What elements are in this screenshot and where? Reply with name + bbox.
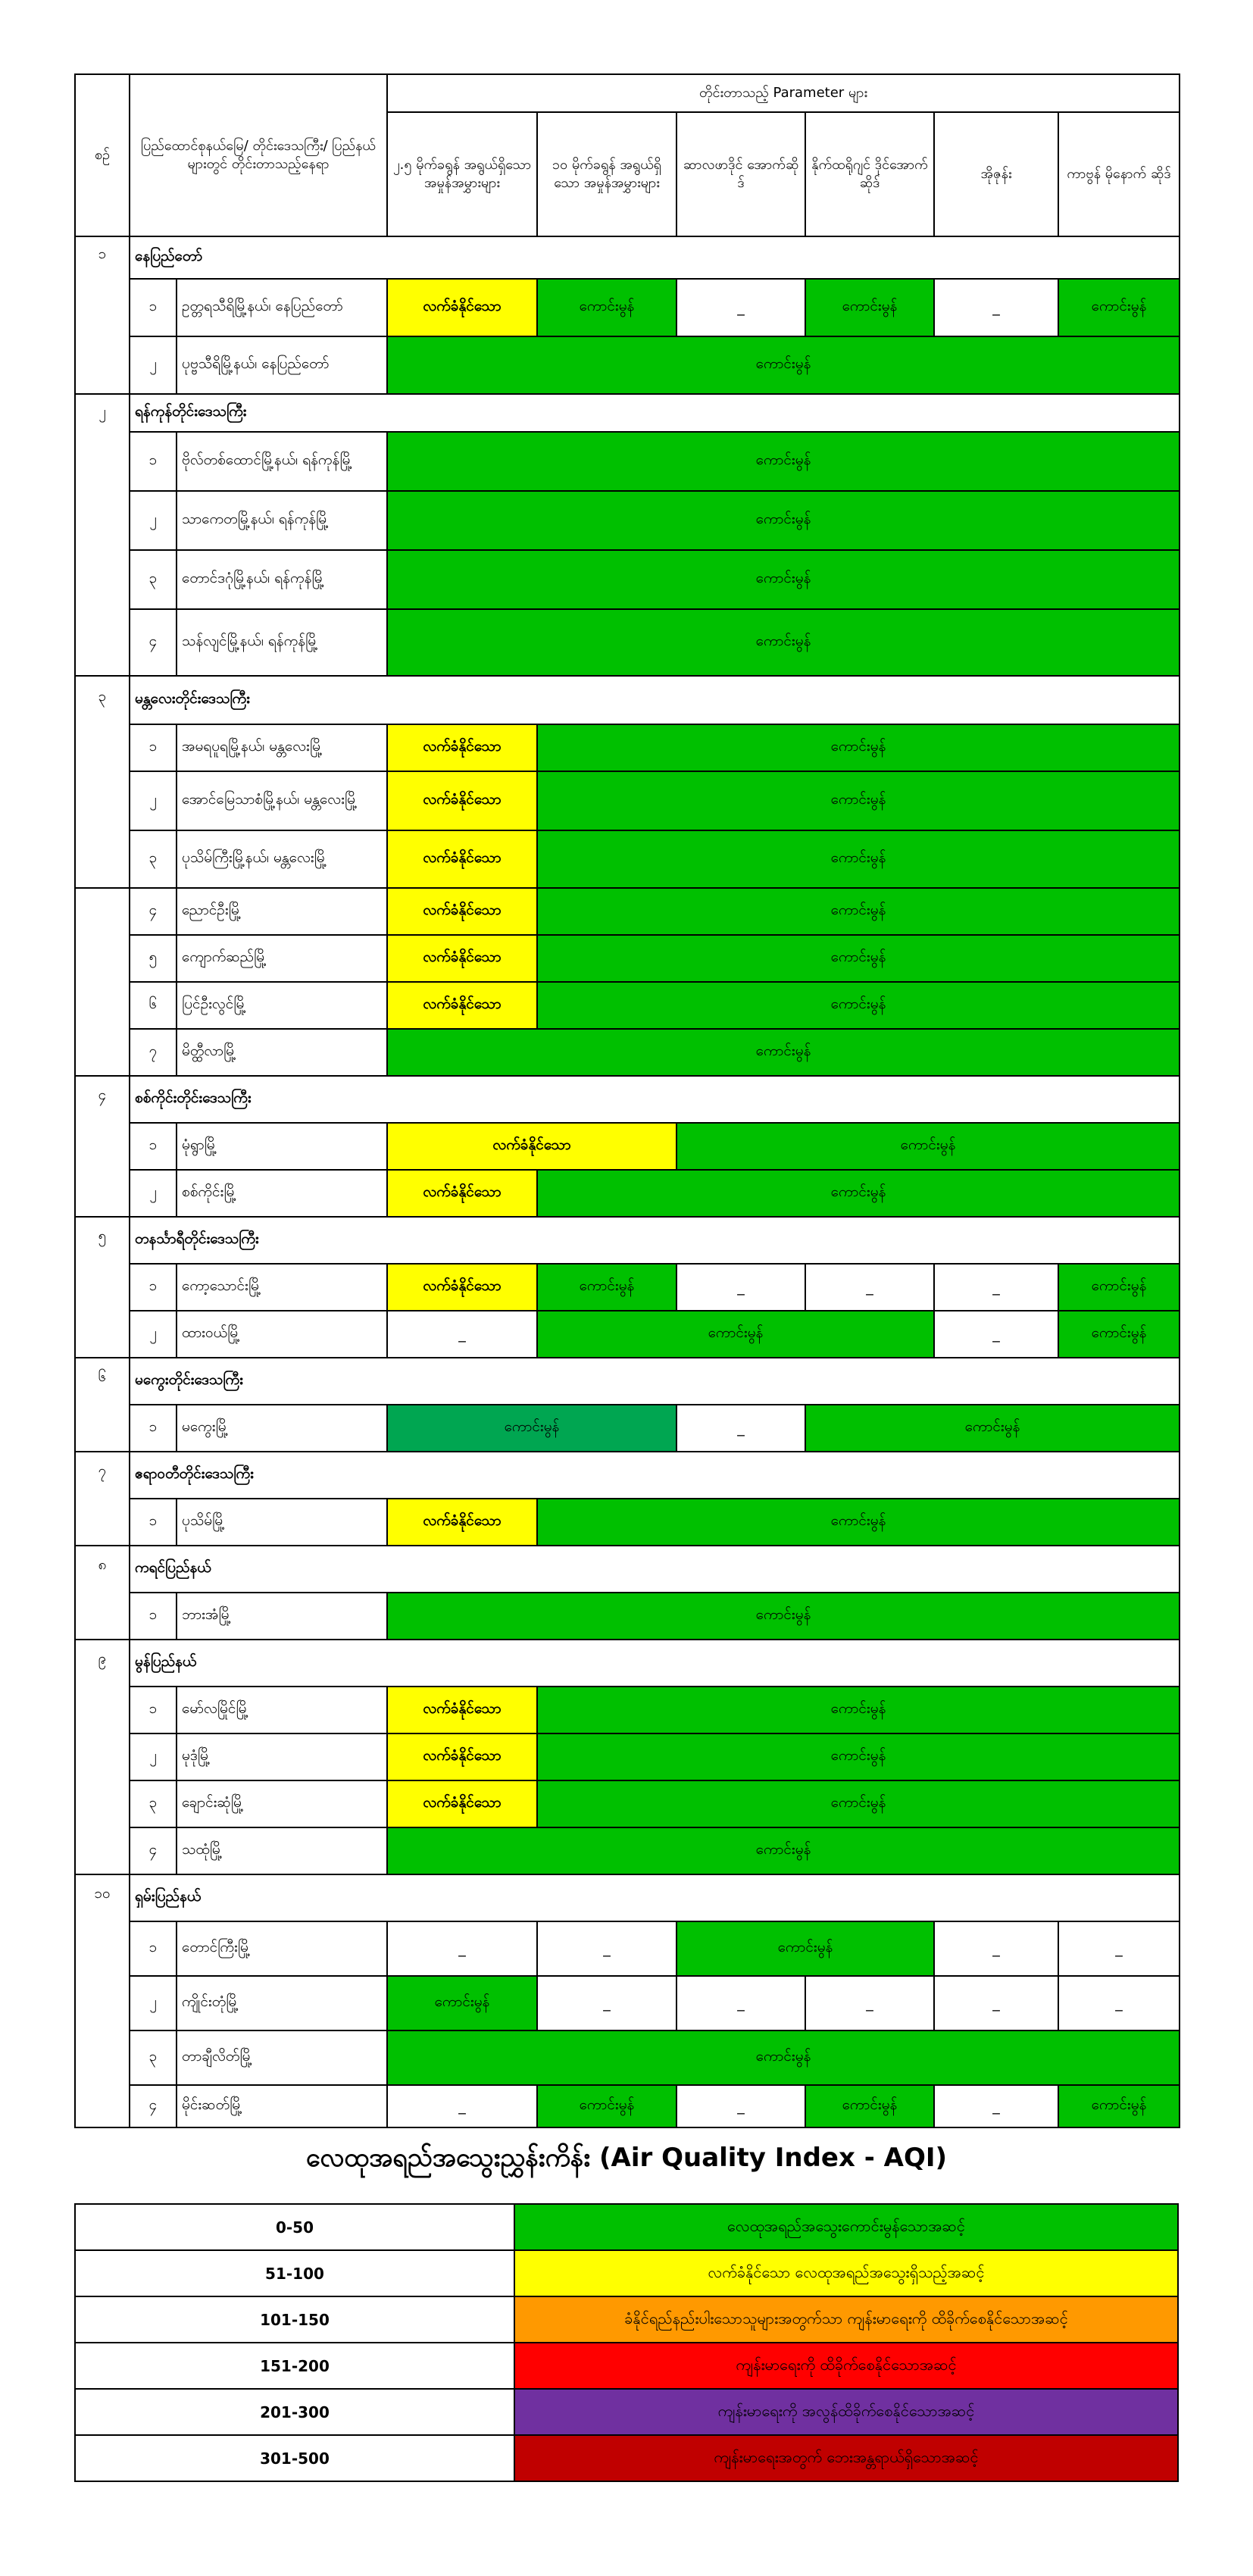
table-row bbox=[75, 1733, 1180, 1780]
status-na: _ bbox=[934, 2085, 1058, 2127]
status-na: _ bbox=[387, 1311, 537, 1358]
status-good: ကောင်းမွန် bbox=[537, 1499, 1180, 1546]
status-good: ကောင်းမွန် bbox=[537, 771, 1180, 830]
station-name: ပြင်ဦးလွင်မြို့ bbox=[177, 982, 387, 1029]
status-na: _ bbox=[387, 1921, 537, 1976]
status-moderate: လက်ခံနိုင်သော bbox=[387, 1780, 537, 1827]
status-good: ကောင်းမွန် bbox=[537, 1170, 1180, 1217]
aqi-range: 151-200 bbox=[75, 2343, 514, 2389]
station-number: ၁ bbox=[130, 1499, 177, 1546]
table-row bbox=[75, 935, 1180, 982]
station-name: ပုဗ္ဗသီရိမြို့နယ်၊ နေပြည်တော် bbox=[177, 336, 387, 394]
region-name: မွန်ပြည်နယ် bbox=[130, 1640, 1180, 1687]
table-row bbox=[75, 1593, 1180, 1640]
status-good: ကောင်းမွန် bbox=[387, 432, 1180, 491]
table-row bbox=[75, 336, 1180, 394]
region-number: ၅ bbox=[75, 1217, 130, 1358]
aqi-row bbox=[75, 2389, 1178, 2435]
status-good: ကောင်းမွန် bbox=[805, 2085, 934, 2127]
col-header-co: ကာဗွန် မိုနောက် ဆိုဒ် bbox=[1058, 112, 1180, 236]
region-name: ရှမ်းပြည်နယ် bbox=[130, 1874, 1180, 1921]
status-na: _ bbox=[934, 1311, 1058, 1358]
table-row bbox=[75, 1499, 1180, 1546]
status-moderate: လက်ခံနိုင်သော bbox=[387, 1733, 537, 1780]
station-name: မုံရွာမြို့ bbox=[177, 1123, 387, 1170]
status-good: ကောင်းမွန် bbox=[537, 1687, 1180, 1733]
region-row bbox=[75, 1076, 1180, 1123]
table-row bbox=[75, 1311, 1180, 1358]
status-na: _ bbox=[1058, 1921, 1180, 1976]
aqi-range: 0-50 bbox=[75, 2204, 514, 2250]
aqi-description: လက်ခံနိုင်သော လေထုအရည်အသွေးရှိသည့်အဆင့် bbox=[514, 2250, 1178, 2296]
table-row bbox=[75, 432, 1180, 491]
station-number: ၁ bbox=[130, 1593, 177, 1640]
status-good: ကောင်းမွန် bbox=[387, 1976, 537, 2030]
region-row bbox=[75, 394, 1180, 432]
aqi-row bbox=[75, 2250, 1178, 2296]
status-moderate: လက်ခံနိုင်သော bbox=[387, 1687, 537, 1733]
table-row bbox=[75, 1405, 1180, 1452]
station-name: စစ်ကိုင်းမြို့ bbox=[177, 1170, 387, 1217]
aqi-legend-title: လေထုအရည်အသွေးညွှန်းကိန်း (Air Quality Index - AQI) bbox=[305, 2143, 948, 2173]
status-na: _ bbox=[537, 1976, 676, 2030]
station-name: ညောင်ဦးမြို့ bbox=[177, 888, 387, 935]
status-na: _ bbox=[387, 2085, 537, 2127]
station-name: အောင်မြေသာစံမြို့နယ်၊ မန္တလေးမြို့ bbox=[177, 771, 387, 830]
aqi-row bbox=[75, 2204, 1178, 2250]
status-good: ကောင်းမွန် bbox=[537, 1780, 1180, 1827]
station-name: သန်လျင်မြို့နယ်၊ ရန်ကုန်မြို့ bbox=[177, 609, 387, 676]
status-na: _ bbox=[676, 1976, 805, 2030]
table-row bbox=[75, 1123, 1180, 1170]
col-header-so2: ဆာလဖာဒိုင် အောက်ဆိုဒ် bbox=[676, 112, 805, 236]
aqi-range: 51-100 bbox=[75, 2250, 514, 2296]
status-good: ကောင်းမွန် bbox=[1058, 2085, 1180, 2127]
status-good: ကောင်းမွန် bbox=[537, 1733, 1180, 1780]
aqi-row bbox=[75, 2435, 1178, 2481]
region-number: ၃ bbox=[75, 676, 130, 888]
station-number: ၂ bbox=[130, 491, 177, 550]
status-na: _ bbox=[934, 1921, 1058, 1976]
station-name: မိုင်းဆတ်မြို့ bbox=[177, 2085, 387, 2127]
table-row bbox=[75, 1029, 1180, 1076]
status-moderate: လက်ခံနိုင်သော bbox=[387, 724, 537, 771]
aqi-legend-table bbox=[74, 2203, 1179, 2482]
region-number-empty bbox=[75, 888, 130, 1076]
table-row bbox=[75, 2030, 1180, 2085]
station-name: တာချီလိတ်မြို့ bbox=[177, 2030, 387, 2085]
status-good: ကောင်းမွန် bbox=[387, 609, 1180, 676]
station-number: ၃ bbox=[130, 1780, 177, 1827]
status-na: _ bbox=[934, 1976, 1058, 2030]
aqi-description: ခံနိုင်ရည်နည်းပါးသောသူများအတွက်သာ ကျန်းမာရေးကို ထိခိုက်စေနိုင်သောအဆင့် bbox=[514, 2296, 1178, 2343]
region-name: နေပြည်တော် bbox=[130, 236, 1180, 279]
region-name: မကွေးတိုင်းဒေသကြီး bbox=[130, 1358, 1180, 1405]
station-number: ၃ bbox=[130, 550, 177, 609]
status-good: ကောင်းမွန် bbox=[537, 279, 676, 336]
status-moderate: လက်ခံနိုင်သော bbox=[387, 982, 537, 1029]
status-good: ကောင်းမွန် bbox=[387, 491, 1180, 550]
status-moderate: လက်ခံနိုင်သော bbox=[387, 771, 537, 830]
status-na: _ bbox=[676, 279, 805, 336]
aqi-description: ကျန်းမာရေးအတွက် ဘေးအန္တရာယ်ရှိသောအဆင့် bbox=[514, 2435, 1178, 2481]
region-number: ၁ bbox=[75, 236, 130, 394]
table-row bbox=[75, 2085, 1180, 2127]
region-name: ရန်ကုန်တိုင်းဒေသကြီး bbox=[130, 394, 1180, 432]
status-good: ကောင်းမွန် bbox=[537, 724, 1180, 771]
station-number: ၄ bbox=[130, 609, 177, 676]
table-row bbox=[75, 1780, 1180, 1827]
status-good: ကောင်းမွန် bbox=[1058, 279, 1180, 336]
station-name: ဥတ္တရသီရိမြို့နယ်၊ နေပြည်တော် bbox=[177, 279, 387, 336]
aqi-range: 201-300 bbox=[75, 2389, 514, 2435]
status-good: ကောင်းမွန် bbox=[537, 982, 1180, 1029]
station-number: ၄ bbox=[130, 2085, 177, 2127]
station-number: ၂ bbox=[130, 1976, 177, 2030]
region-name: ကရင်ပြည်နယ် bbox=[130, 1546, 1180, 1593]
station-number: ၄ bbox=[130, 1827, 177, 1874]
status-moderate: လက်ခံနိုင်သော bbox=[387, 1499, 537, 1546]
status-good: ကောင်းမွန် bbox=[805, 279, 934, 336]
aqi-row bbox=[75, 2343, 1178, 2389]
region-row bbox=[75, 1452, 1180, 1499]
region-name: တနင်္သာရီတိုင်းဒေသကြီး bbox=[130, 1217, 1180, 1264]
station-number: ၇ bbox=[130, 1029, 177, 1076]
region-number: ၆ bbox=[75, 1358, 130, 1452]
col-header-o3: အိုဇုန်း bbox=[934, 112, 1058, 236]
col-header-location: ပြည်ထောင်စုနယ်မြေ/ တိုင်းဒေသကြီး/ ပြည်နယ်များတွင် တိုင်းတာသည့်နေရာ bbox=[130, 74, 387, 236]
station-number: ၂ bbox=[130, 1311, 177, 1358]
station-name: ဘားအံမြို့ bbox=[177, 1593, 387, 1640]
station-name: ကျောက်ဆည်မြို့ bbox=[177, 935, 387, 982]
status-na: _ bbox=[934, 1264, 1058, 1311]
table-row bbox=[75, 609, 1180, 676]
station-name: သထုံမြို့ bbox=[177, 1827, 387, 1874]
station-name: ချောင်းဆုံမြို့ bbox=[177, 1780, 387, 1827]
station-number: ၂ bbox=[130, 771, 177, 830]
status-moderate: လက်ခံနိုင်သော bbox=[387, 1264, 537, 1311]
station-name: မကွေးမြို့ bbox=[177, 1405, 387, 1452]
station-name: အမရပူရမြို့နယ်၊ မန္တလေးမြို့ bbox=[177, 724, 387, 771]
status-good: ကောင်းမွန် bbox=[537, 2085, 676, 2127]
region-row bbox=[75, 1358, 1180, 1405]
station-name: မော်လမြိုင်မြို့ bbox=[177, 1687, 387, 1733]
station-name: တောင်ဒဂုံမြို့နယ်၊ ရန်ကုန်မြို့ bbox=[177, 550, 387, 609]
station-number: ၂ bbox=[130, 1733, 177, 1780]
station-number: ၁ bbox=[130, 432, 177, 491]
status-moderate: လက်ခံနိုင်သော bbox=[387, 888, 537, 935]
status-na: _ bbox=[1058, 1976, 1180, 2030]
status-moderate: လက်ခံနိုင်သော bbox=[387, 935, 537, 982]
region-number: ၇ bbox=[75, 1452, 130, 1546]
status-good: ကောင်းမွန် bbox=[387, 1405, 676, 1452]
table-row bbox=[75, 1687, 1180, 1733]
status-good: ကောင်းမွန် bbox=[1058, 1311, 1180, 1358]
status-moderate: လက်ခံနိုင်သော bbox=[387, 830, 537, 888]
status-good: ကောင်းမွန် bbox=[537, 935, 1180, 982]
status-good: ကောင်းမွန် bbox=[387, 1029, 1180, 1076]
air-quality-report bbox=[74, 73, 1179, 2128]
status-good: ကောင်းမွန် bbox=[387, 336, 1180, 394]
region-row bbox=[75, 236, 1180, 279]
status-moderate: လက်ခံနိုင်သော bbox=[387, 1170, 537, 1217]
status-na: _ bbox=[676, 2085, 805, 2127]
station-number: ၁ bbox=[130, 1687, 177, 1733]
station-number: ၁ bbox=[130, 1264, 177, 1311]
col-header-no: စဉ် bbox=[75, 74, 130, 236]
aqi-range: 301-500 bbox=[75, 2435, 514, 2481]
station-number: ၁ bbox=[130, 724, 177, 771]
station-name: ပုသိမ်ကြီးမြို့နယ်၊ မန္တလေးမြို့ bbox=[177, 830, 387, 888]
station-name: ထားဝယ်မြို့ bbox=[177, 1311, 387, 1358]
station-number: ၆ bbox=[130, 982, 177, 1029]
station-name: ဗိုလ်တစ်ထောင်မြို့နယ်၊ ရန်ကုန်မြို့ bbox=[177, 432, 387, 491]
col-header-params-group: တိုင်းတာသည့် Parameter များ bbox=[387, 74, 1180, 112]
region-name: စစ်ကိုင်းတိုင်းဒေသကြီး bbox=[130, 1076, 1180, 1123]
station-number: ၃ bbox=[130, 2030, 177, 2085]
status-good: ကောင်းမွန် bbox=[805, 1405, 1180, 1452]
station-name: မိတ္ထီလာမြို့ bbox=[177, 1029, 387, 1076]
station-name: ကော့သောင်းမြို့ bbox=[177, 1264, 387, 1311]
status-good: ကောင်းမွန် bbox=[387, 1593, 1180, 1640]
region-row bbox=[75, 1217, 1180, 1264]
region-row bbox=[75, 676, 1180, 724]
station-number: ၅ bbox=[130, 935, 177, 982]
aqi-description: ကျန်းမာရေးကို ထိခိုက်စေနိုင်သောအဆင့် bbox=[514, 2343, 1178, 2389]
status-na: _ bbox=[676, 1264, 805, 1311]
status-good: ကောင်းမွန် bbox=[387, 550, 1180, 609]
table-row bbox=[75, 491, 1180, 550]
aqi-description: ကျန်းမာရေးကို အလွန်ထိခိုက်စေနိုင်သောအဆင့် bbox=[514, 2389, 1178, 2435]
table-row bbox=[75, 1264, 1180, 1311]
status-good: ကောင်းမွန် bbox=[676, 1921, 934, 1976]
station-name: တောင်ကြီးမြို့ bbox=[177, 1921, 387, 1976]
status-na: _ bbox=[805, 1264, 934, 1311]
col-header-pm10: ၁၀ မိုက်ခရွန် အရွယ်ရှိသော အမှုန်အမွှားများ bbox=[537, 112, 676, 236]
station-number: ၁ bbox=[130, 1405, 177, 1452]
region-number: ၉ bbox=[75, 1640, 130, 1874]
table-row bbox=[75, 830, 1180, 888]
region-number: ၁၀ bbox=[75, 1874, 130, 2127]
status-good: ကောင်းမွန် bbox=[537, 1264, 676, 1311]
station-name: မုဒုံမြို့ bbox=[177, 1733, 387, 1780]
station-name: ကျိုင်းတုံမြို့ bbox=[177, 1976, 387, 2030]
aqi-description: လေထုအရည်အသွေးကောင်းမွန်သောအဆင့် bbox=[514, 2204, 1178, 2250]
air-quality-table bbox=[74, 73, 1180, 2128]
table-row bbox=[75, 888, 1180, 935]
station-number: ၁ bbox=[130, 1123, 177, 1170]
status-moderate: လက်ခံနိုင်သော bbox=[387, 1123, 676, 1170]
table-row bbox=[75, 279, 1180, 336]
region-number: ၈ bbox=[75, 1546, 130, 1640]
status-good: ကောင်းမွန် bbox=[537, 830, 1180, 888]
region-number: ၄ bbox=[75, 1076, 130, 1217]
status-na: _ bbox=[805, 1976, 934, 2030]
station-name: ပုသိမ်မြို့ bbox=[177, 1499, 387, 1546]
status-na: _ bbox=[676, 1405, 805, 1452]
table-row bbox=[75, 982, 1180, 1029]
region-name: ဧရာဝတီတိုင်းဒေသကြီး bbox=[130, 1452, 1180, 1499]
table-row bbox=[75, 550, 1180, 609]
station-number: ၄ bbox=[130, 888, 177, 935]
station-number: ၂ bbox=[130, 1170, 177, 1217]
region-row bbox=[75, 1874, 1180, 1921]
region-name: မန္တလေးတိုင်းဒေသကြီး bbox=[130, 676, 1180, 724]
table-row bbox=[75, 1921, 1180, 1976]
status-good: ကောင်းမွန် bbox=[1058, 1264, 1180, 1311]
station-number: ၁ bbox=[130, 279, 177, 336]
status-good: ကောင်းမွန် bbox=[537, 888, 1180, 935]
status-good: ကောင်းမွန် bbox=[676, 1123, 1180, 1170]
aqi-row bbox=[75, 2296, 1178, 2343]
status-na: _ bbox=[934, 279, 1058, 336]
status-good: ကောင်းမွန် bbox=[537, 1311, 934, 1358]
region-number: ၂ bbox=[75, 394, 130, 676]
table-row bbox=[75, 1170, 1180, 1217]
station-number: ၃ bbox=[130, 830, 177, 888]
region-row bbox=[75, 1546, 1180, 1593]
col-header-no2: နိုက်ထရိုဂျင် ဒိုင်အောက် ဆိုဒ် bbox=[805, 112, 934, 236]
table-row bbox=[75, 771, 1180, 830]
region-row bbox=[75, 1640, 1180, 1687]
status-moderate: လက်ခံနိုင်သော bbox=[387, 279, 537, 336]
col-header-pm25: ၂.၅ မိုက်ခရွန် အရွယ်ရှိသော အမှုန်အမွှားများ bbox=[387, 112, 537, 236]
table-row bbox=[75, 1827, 1180, 1874]
status-good: ကောင်းမွန် bbox=[387, 1827, 1180, 1874]
status-good: ကောင်းမွန် bbox=[387, 2030, 1180, 2085]
station-number: ၁ bbox=[130, 1921, 177, 1976]
status-na: _ bbox=[537, 1921, 676, 1976]
table-row bbox=[75, 1976, 1180, 2030]
aqi-range: 101-150 bbox=[75, 2296, 514, 2343]
station-number: ၂ bbox=[130, 336, 177, 394]
station-name: သာကေတမြို့နယ်၊ ရန်ကုန်မြို့ bbox=[177, 491, 387, 550]
table-row bbox=[75, 724, 1180, 771]
